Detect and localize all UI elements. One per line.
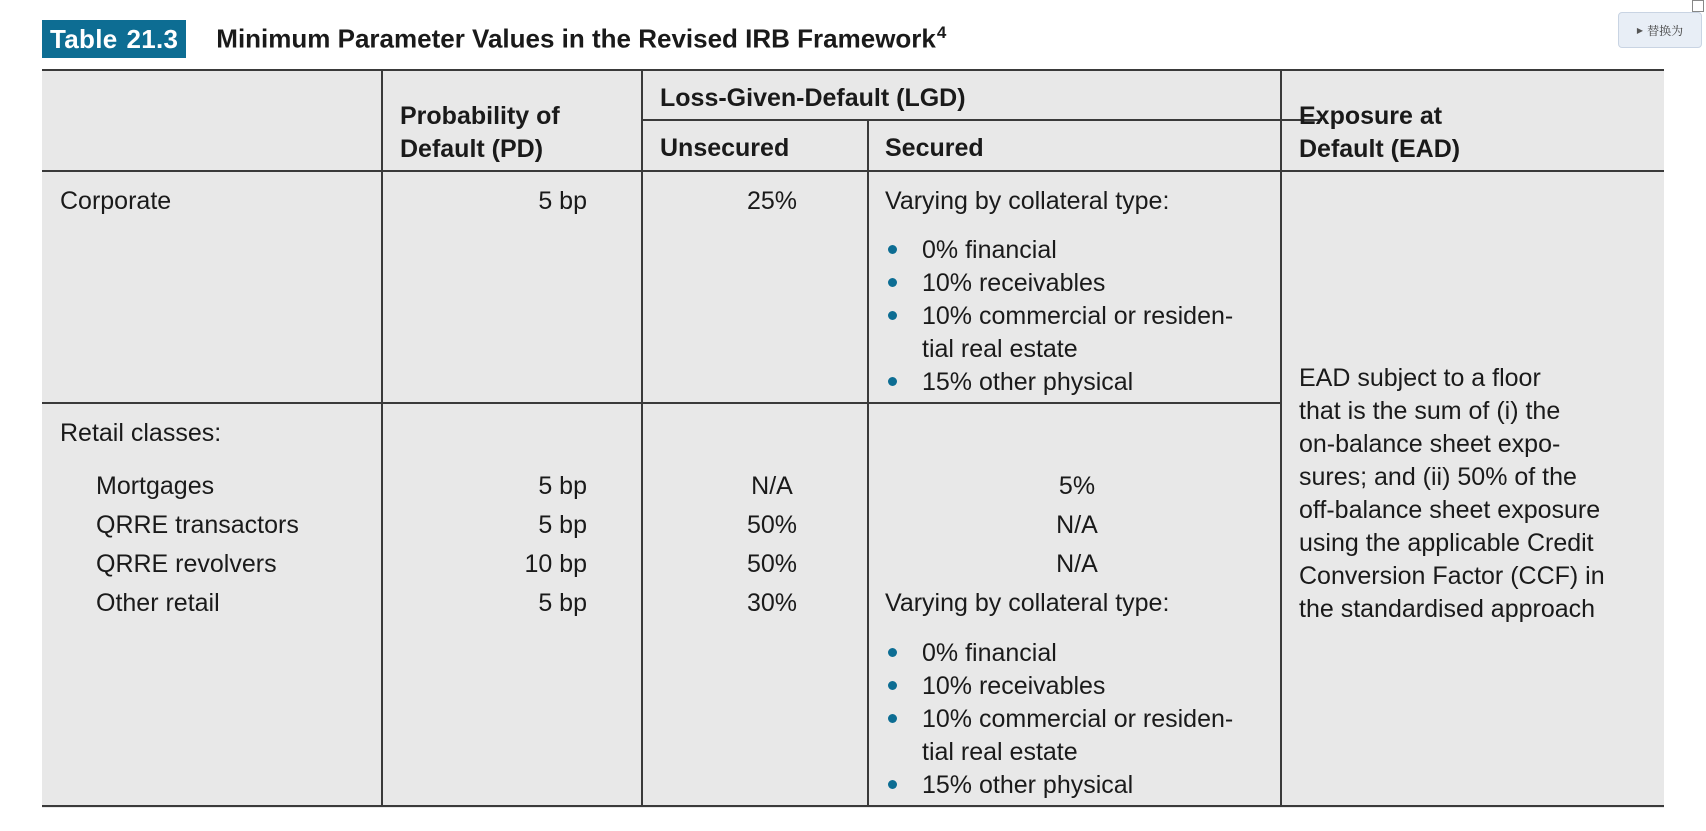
ead-text-line: EAD subject to a floor — [1299, 364, 1541, 392]
header-ead-line2: Default (EAD) — [1299, 135, 1461, 163]
table-title-text: Minimum Parameter Values in the Revised IRB Framework — [216, 23, 936, 54]
bullet-icon — [888, 311, 897, 320]
retail-row-secured: N/A — [1056, 550, 1098, 578]
corporate-secured-intro: Varying by collateral type: — [885, 187, 1170, 215]
corporate-secured-bullet: 10% receivables — [922, 269, 1106, 297]
retail-secured-bullet: 15% other physical — [922, 771, 1134, 799]
corporate-secured-bullet: 0% financial — [922, 236, 1057, 264]
table-top-rule — [42, 69, 1664, 71]
retail-label: Retail classes: — [60, 419, 222, 447]
table-number-tag — [42, 20, 186, 58]
retail-row-unsecured: 50% — [746, 550, 798, 578]
title-footnote-marker: 4 — [936, 23, 947, 43]
corporate-pd: 5 bp — [538, 187, 587, 215]
header-bottom-rule — [42, 170, 1664, 172]
ead-text-line: the standardised approach — [1299, 595, 1596, 623]
bullet-icon — [888, 245, 897, 254]
ead-text-line: sures; and (ii) 50% of the — [1299, 463, 1577, 491]
retail-row-unsecured: 50% — [746, 511, 798, 539]
table-title-row — [42, 18, 946, 60]
bullet-icon — [888, 377, 897, 386]
bullet-icon — [888, 278, 897, 287]
corporate-retail-rule — [42, 402, 1282, 404]
retail-row-pd: 5 bp — [538, 589, 587, 617]
col-rule-2 — [641, 70, 643, 806]
retail-row-secured: 5% — [1058, 472, 1096, 500]
corporate-secured-bullet: 15% other physical — [922, 368, 1134, 396]
window-corner-icon[interactable] — [1692, 0, 1704, 12]
header-pd-line1: Probability of — [400, 102, 560, 130]
retail-row-label: Other retail — [96, 589, 220, 617]
header-ead-line1: Exposure at — [1299, 102, 1443, 130]
retail-row-pd: 5 bp — [538, 472, 587, 500]
retail-row-label: QRRE revolvers — [96, 550, 277, 578]
corporate-unsecured: 25% — [746, 187, 798, 215]
retail-secured-bullet: 10% receivables — [922, 672, 1106, 700]
retail-row-unsecured: N/A — [751, 472, 793, 500]
ead-text-line: off-balance sheet exposure — [1299, 496, 1601, 524]
retail-row-secured: N/A — [1056, 511, 1098, 539]
ead-text-line: Conversion Factor (CCF) in — [1299, 562, 1605, 590]
col-rule-4 — [1280, 70, 1282, 806]
table-tag-word: Table — [50, 23, 118, 54]
retail-row-unsecured: 30% — [746, 589, 798, 617]
retail-row-label: QRRE transactors — [96, 511, 299, 539]
bullet-icon — [888, 714, 897, 723]
bullet-icon — [888, 780, 897, 789]
ead-text-line: using the applicable Credit — [1299, 529, 1594, 557]
retail-row-pd: 10 bp — [524, 550, 587, 578]
ead-text-line: that is the sum of (i) the — [1299, 397, 1561, 425]
corporate-label: Corporate — [60, 187, 172, 215]
translate-replace-button[interactable] — [1618, 12, 1702, 48]
header-pd-line2: Default (PD) — [400, 135, 544, 163]
table-bottom-rule — [42, 805, 1664, 807]
play-arrow-icon: ▶ — [1636, 25, 1644, 35]
table-tag-number: 21.3 — [126, 23, 179, 54]
retail-secured-bullet: 10% commercial or residen- — [922, 705, 1234, 733]
retail-secured-bullet-continued: tial real estate — [922, 738, 1078, 766]
ead-text-line: on-balance sheet expo- — [1299, 430, 1561, 458]
retail-secured-bullet: 0% financial — [922, 639, 1057, 667]
retail-row-label: Mortgages — [96, 472, 215, 500]
bullet-icon — [888, 681, 897, 690]
retail-row-pd: 5 bp — [538, 511, 587, 539]
lgd-subheader-rule — [642, 119, 1322, 121]
translate-replace-label: 替换为 — [1647, 23, 1684, 38]
corporate-secured-bullet: 10% commercial or residen- — [922, 302, 1234, 330]
header-secured: Secured — [885, 134, 984, 162]
header-lgd: Loss-Given-Default (LGD) — [660, 84, 966, 112]
col-rule-1 — [381, 70, 383, 806]
header-unsecured: Unsecured — [660, 134, 790, 162]
retail-row-secured: Varying by collateral type: — [885, 589, 1170, 617]
parameter-table — [42, 70, 1664, 808]
corporate-secured-bullet-continued: tial real estate — [922, 335, 1078, 363]
table-title — [216, 23, 946, 55]
col-rule-3 — [867, 120, 869, 806]
bullet-icon — [888, 648, 897, 657]
